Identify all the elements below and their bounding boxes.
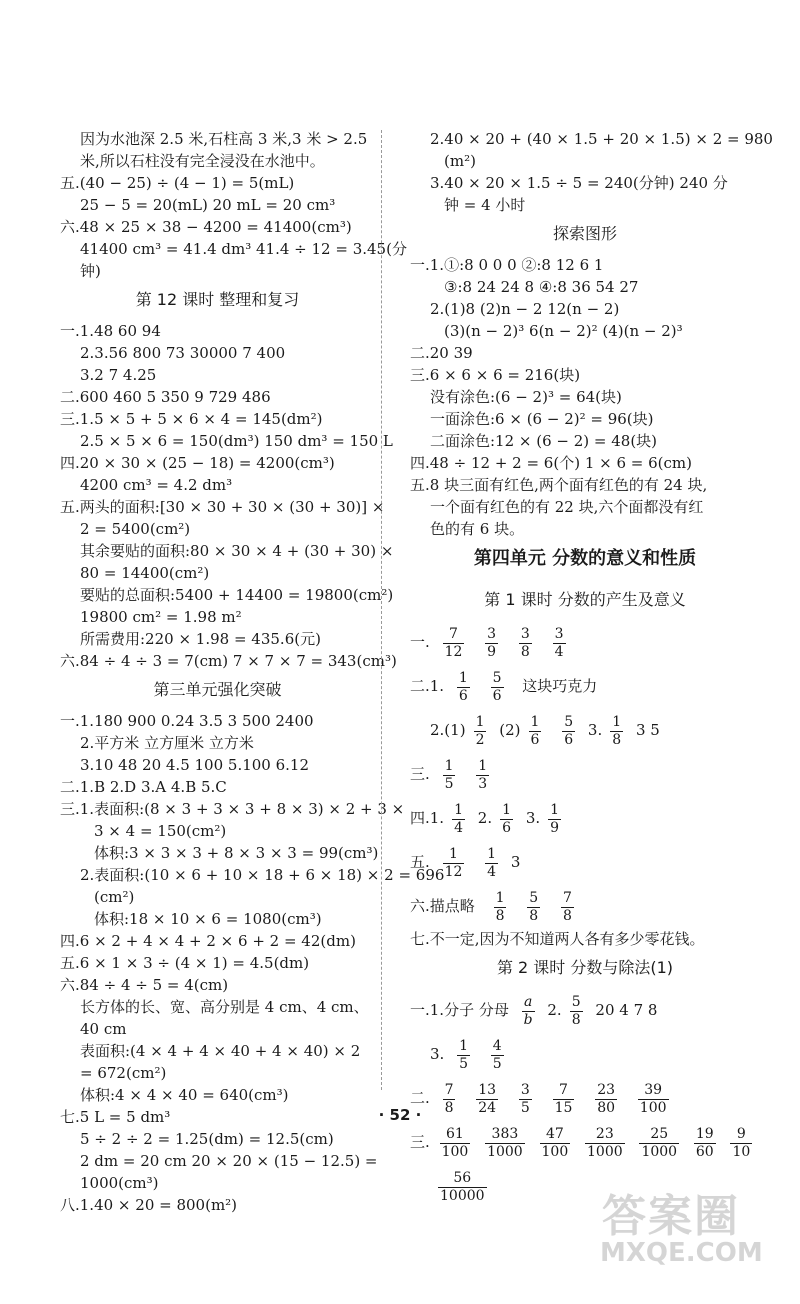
left-line: 六.84 ÷ 4 ÷ 3 = 7(cm) 7 × 7 × 7 = 343(cm³) [60,652,397,670]
left-line: 体积:4 × 4 × 40 = 640(cm³) [80,1086,289,1104]
watermark-logo [592,1174,782,1284]
right-line: 一面涂色:6 × (6 − 2)² = 96(块) [430,410,654,428]
right-line: 2.40 × 20 + (40 × 1.5 + 20 × 1.5) × 2 = 980 [430,130,773,148]
right-line: 一.1.①:8 0 0 0 ②:8 12 6 1 [410,256,604,274]
answer-q5: 五. $\frac{1}{12}$ $\frac{1}{4}$ 3 [410,845,521,880]
left-line: 5 ÷ 2 ÷ 2 = 1.25(dm) = 12.5(cm) [80,1130,334,1148]
right-line: 3.40 × 20 × 1.5 ÷ 5 = 240(分钟) 240 分 [430,174,728,192]
left-line: 40 cm [80,1020,127,1038]
answer-r3: 二. $\frac{7}{8}$ $\frac{13}{24}$ $\frac{3}{5}$ $\frac{7}{15}$ $\frac{23}{80}$ $\frac{39}{100}$ [410,1081,667,1116]
left-line: 所需费用:220 × 1.98 = 435.6(元) [80,630,321,648]
answer-q7: 七.不一定,因为不知道两人各有多少零花钱。 [410,930,705,948]
left-line: 4200 cm³ = 4.2 dm³ [80,476,233,494]
right-line: (m²) [444,152,476,170]
left-line: 七.5 L = 5 dm³ [60,1108,171,1126]
left-line: 米,所以石柱没有完全浸没在水池中。 [80,152,325,170]
left-line: 2.表面积:(10 × 6 + 10 × 18 + 6 × 18) × 2 = 696 [80,866,445,884]
left-line: 3.10 48 20 4.5 100 5.100 6.12 [80,756,310,774]
right-column [410,128,773,1208]
left-line: 钟) [80,262,101,280]
answer-q2a: 二.1. $\frac{1}{6}$ $\frac{5}{6}$ 这块巧克力 [410,669,598,704]
right-line: (3)(n − 2)³ 6(n − 2)² (4)(n − 2)³ [444,322,683,340]
left-line: 五.两头的面积:[30 × 30 + 30 × (30 + 30)] × [60,498,385,516]
lesson1-title: 第 1 课时 分数的产生及意义 [484,590,686,609]
right-line: 四.48 ÷ 12 + 2 = 6(个) 1 × 6 = 6(cm) [410,454,692,472]
answer-q1: 一. $\frac{7}{12}$ $\frac{3}{9}$ $\frac{3}{8}$ $\frac{3}{4}$ [410,625,564,660]
right-line: 2.(1)8 (2)n − 2 12(n − 2) [430,300,620,318]
page-number: · 52 · [378,1106,422,1124]
left-line: 六.48 × 25 × 38 − 4200 = 41400(cm³) [60,218,352,236]
unit-title: 第四单元 分数的意义和性质 [473,548,697,569]
watermark-text: 答案圈 [602,1191,740,1242]
left-line: 3 × 4 = 150(cm²) [94,822,227,840]
left-line: 二.1.B 2.D 3.A 4.B 5.C [60,778,227,796]
left-line: 三.1.5 × 5 + 5 × 6 × 4 = 145(dm²) [60,410,323,428]
left-line: 体积:18 × 10 × 6 = 1080(cm³) [94,910,322,928]
left-line: 一.1.48 60 94 [60,322,161,340]
answer-q3: 三. $\frac{1}{5}$ $\frac{1}{3}$ [410,757,488,792]
left-line: 其余要贴的面积:80 × 30 × 4 + (30 + 30) × [80,542,394,560]
left-line: 2.平方米 立方厘米 立方米 [80,734,254,752]
answer-r2: 3. $\frac{1}{5}$ $\frac{4}{5}$ [430,1037,502,1072]
answer-r5: $\frac{56}{10000}$ [440,1169,485,1204]
left-line: 80 = 14400(cm²) [80,564,210,582]
right-line: 二面涂色:12 × (6 − 2) = 48(块) [430,432,658,450]
right-line: 色的有 6 块。 [430,520,525,538]
left-heading: 第 12 课时 整理和复习 [135,290,300,309]
answer-r1: 一.1.分子 分母 $\frac{a}{b}$ 2. $\frac{5}{8}$ 20 4 7 8 [410,993,658,1028]
left-heading: 第三单元强化突破 [153,680,282,699]
right-line: 二.20 39 [410,344,473,362]
left-line: 表面积:(4 × 4 + 4 × 40 + 4 × 40) × 2 [80,1042,361,1060]
right-line: 五.8 块三面有红色,两个面有红色的有 24 块, [410,476,708,494]
left-line: 41400 cm³ = 41.4 dm³ 41.4 ÷ 12 = 3.45(分 [80,240,407,258]
right-line: 没有涂色:(6 − 2)³ = 64(块) [430,388,622,406]
left-line: 2.5 × 5 × 6 = 150(dm³) 150 dm³ = 150 L [80,432,393,450]
left-line: 四.20 × 30 × (25 − 18) = 4200(cm³) [60,454,335,472]
left-line: 2 = 5400(cm²) [80,520,191,538]
left-line: 要贴的总面积:5400 + 14400 = 19800(cm²) [80,586,394,604]
left-line: 八.1.40 × 20 = 800(m²) [60,1196,238,1214]
left-line: 四.6 × 2 + 4 × 4 + 2 × 6 + 2 = 42(dm) [60,932,356,950]
left-line: = 672(cm²) [80,1064,167,1082]
left-line: 三.1.表面积:(8 × 3 + 3 × 3 + 8 × 3) × 2 + 3 × [60,800,405,818]
left-line: 五.6 × 1 × 3 ÷ (4 × 1) = 4.5(dm) [60,954,310,972]
watermark-url: MXQE.COM [600,1238,763,1268]
left-line: 二.600 460 5 350 9 729 486 [60,388,271,406]
right-line: ③:8 24 24 8 ④:8 36 54 27 [444,278,639,296]
lesson2-title: 第 2 课时 分数与除法(1) [496,958,674,977]
left-line: 1000(cm³) [80,1174,159,1192]
answer-q4: 四.1. $\frac{1}{4}$ 2. $\frac{1}{6}$ 3. $\frac{1}{9}$ [410,801,560,836]
right-line: 三.6 × 6 × 6 = 216(块) [410,366,581,384]
left-line: 六.84 ÷ 4 ÷ 5 = 4(cm) [60,976,229,994]
left-line: 25 − 5 = 20(mL) 20 mL = 20 cm³ [80,196,336,214]
column-divider [381,130,382,1090]
left-line: 2 dm = 20 cm 20 × 20 × (15 − 12.5) = [80,1152,378,1170]
right-top-section [410,128,773,540]
left-line: 一.1.180 900 0.24 3.5 3 500 2400 [60,712,314,730]
left-line: 五.(40 − 25) ÷ (4 − 1) = 5(mL) [60,174,295,192]
left-line: 2.3.56 800 73 30000 7 400 [80,344,286,362]
right-heading: 探索图形 [552,224,617,243]
answer-q6: 六.描点略 $\frac{1}{8}$ $\frac{5}{8}$ $\frac{7}{8}$ [410,889,572,924]
right-line: 一个面有红色的有 22 块,六个面都没有红 [430,498,704,516]
left-line: (cm²) [94,888,135,906]
left-line: 因为水池深 2.5 米,石柱高 3 米,3 米 > 2.5 [80,130,368,148]
answer-r4: 三. $\frac{61}{100}$ $\frac{383}{1000}$ $\frac{47}{100}$ $\frac{23}{1000}$ $\frac{25}{1000}$ $\frac{19}{60}$ $\frac{9}{10}$ [410,1125,751,1160]
left-line: 体积:3 × 3 × 3 + 8 × 3 × 3 = 99(cm³) [94,844,379,862]
left-line: 长方体的长、宽、高分别是 4 cm、4 cm、 [80,998,369,1016]
left-line: 3.2 7 4.25 [80,366,157,384]
right-line: 钟 = 4 小时 [444,196,526,214]
left-line: 19800 cm² = 1.98 m² [80,608,242,626]
answer-q2b: 2.(1) $\frac{1}{2}$ (2) $\frac{1}{6}$ $\frac{5}{6}$ 3. $\frac{1}{8}$ 3 5 [430,713,660,748]
